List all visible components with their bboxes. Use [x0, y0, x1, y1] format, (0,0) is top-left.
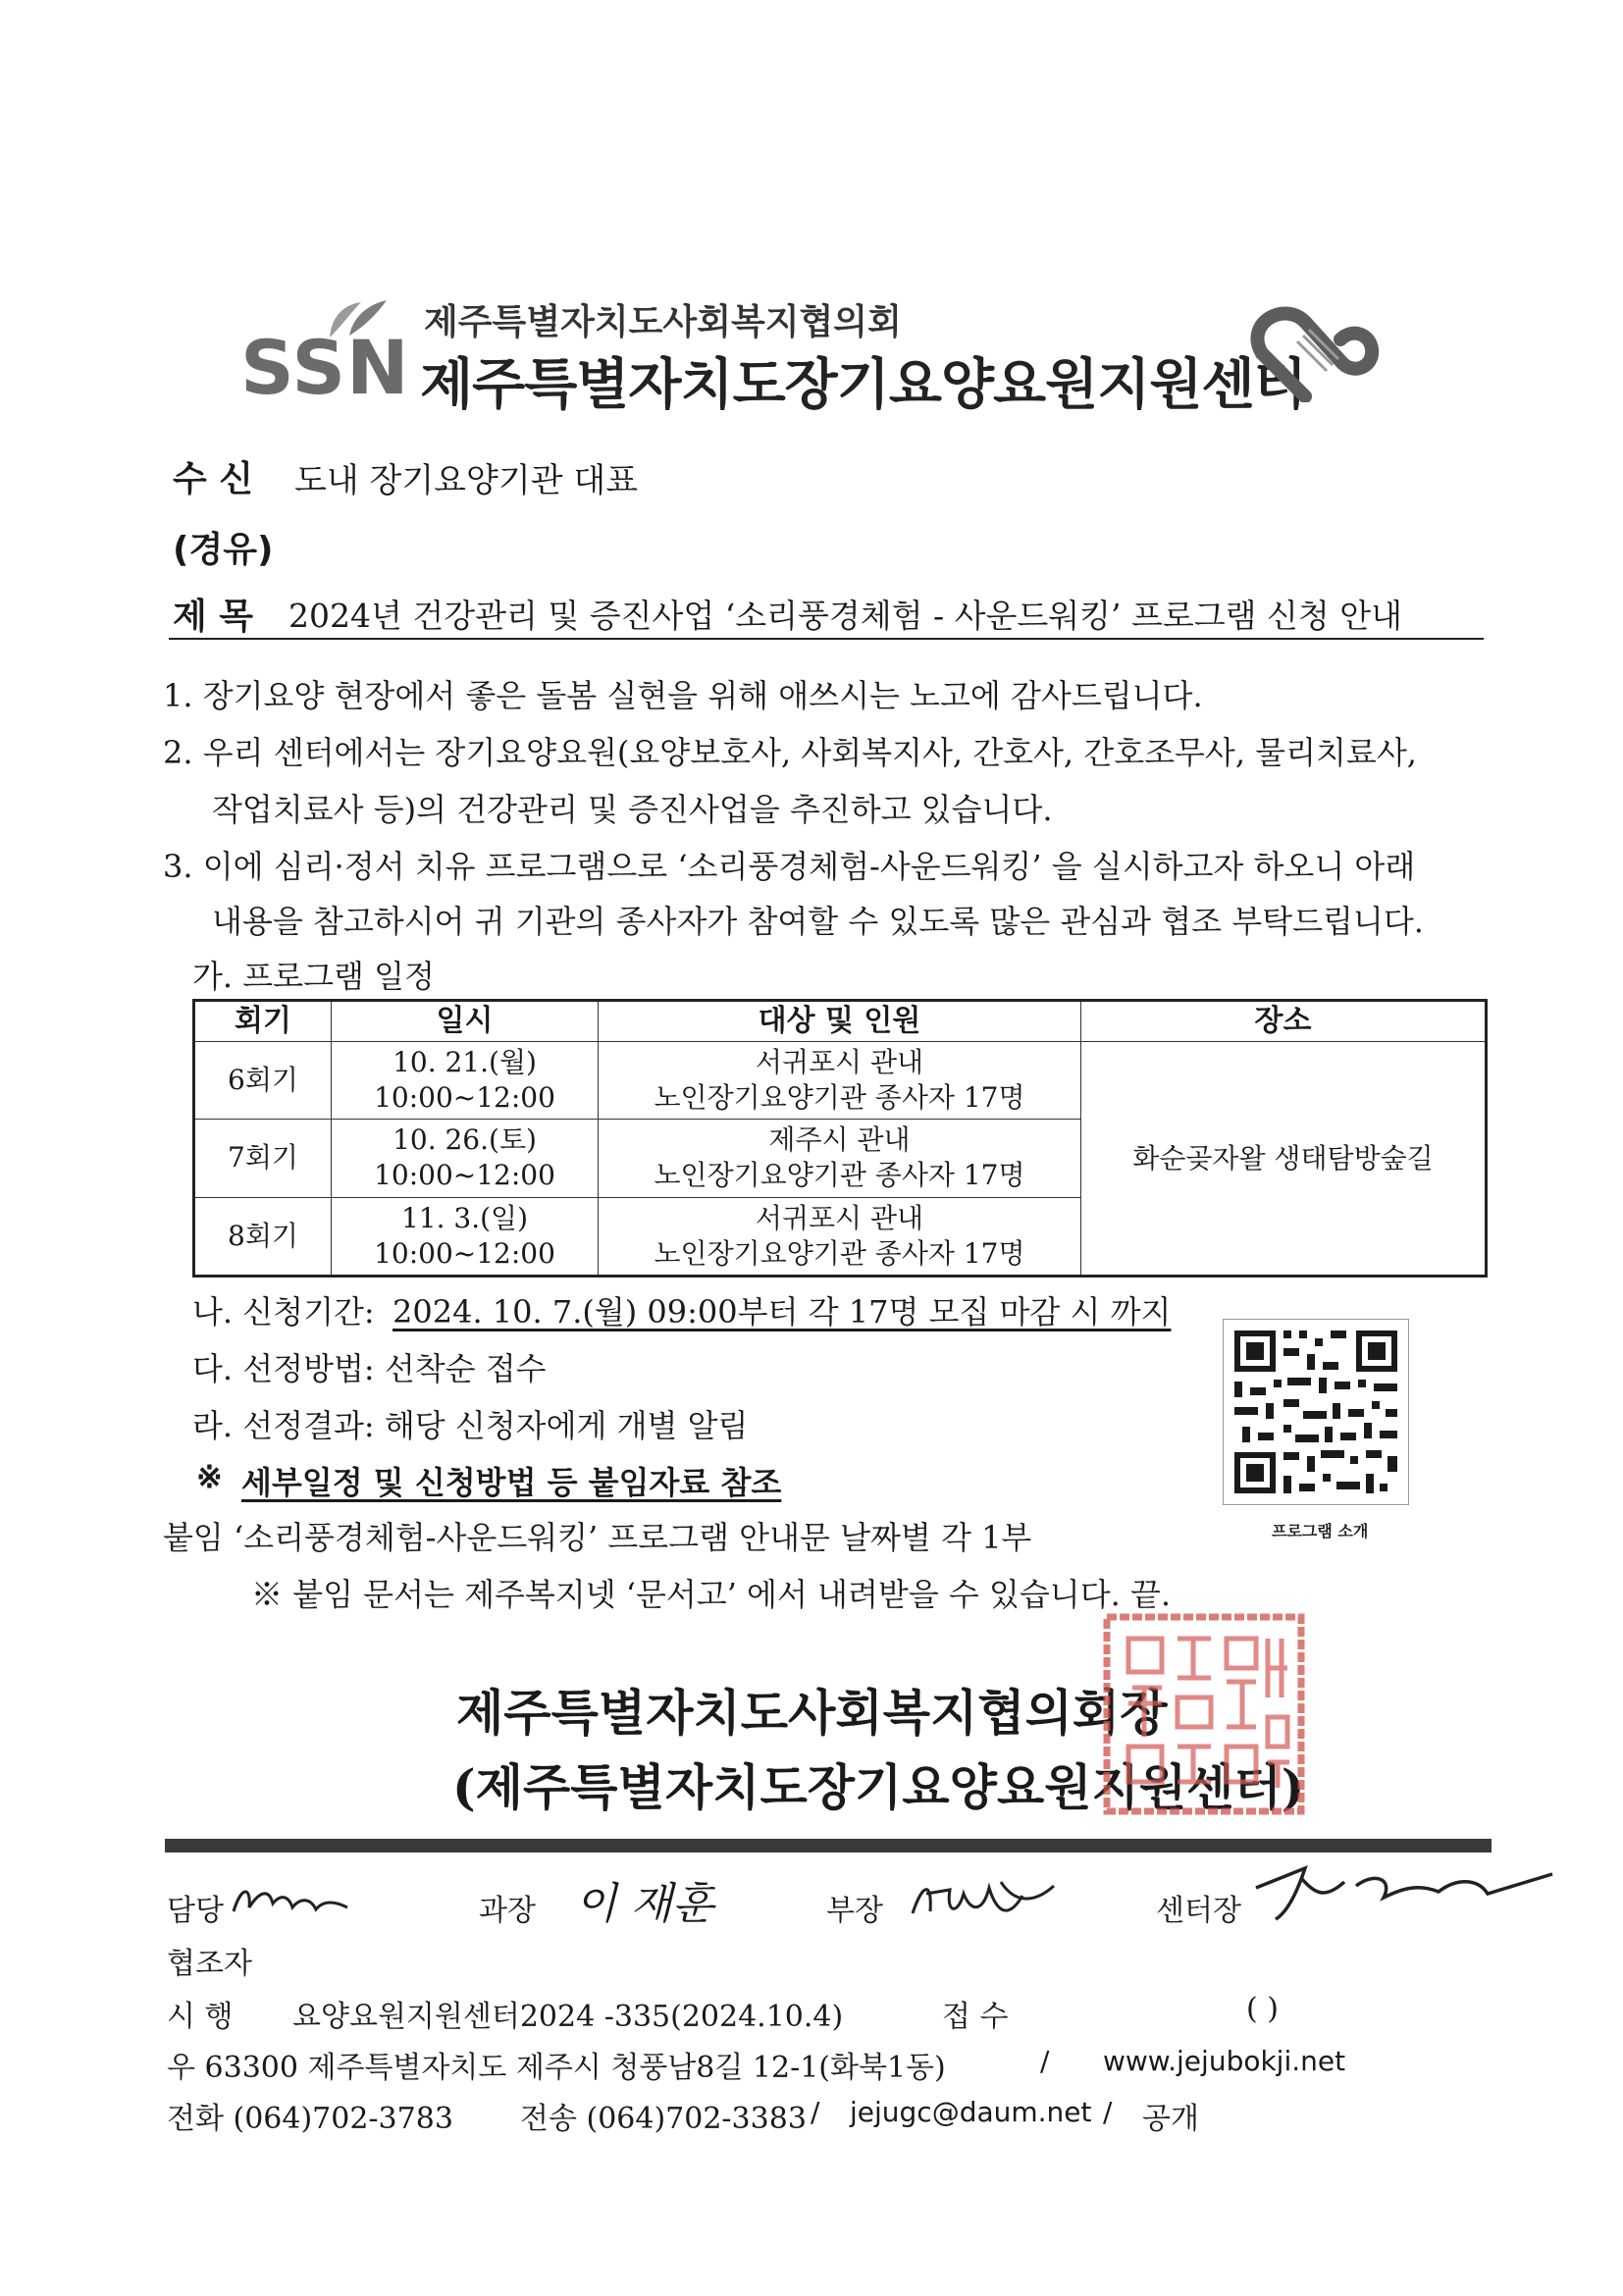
paragraph-3-line-2: 내용을 참고하시어 귀 기관의 종사자가 참여할 수 있도록 많은 관심과 협조 부탁드립니다.	[212, 903, 1424, 940]
fax-email-separator: /	[811, 2096, 820, 2128]
attachment-line: 붙임 ‘소리풍경체험-사운드워킹’ 프로그램 안내문 날짜별 각 1부	[163, 1519, 1032, 1556]
recipient-label: 수 신	[173, 459, 254, 499]
qr-caption: 프로그램 소개	[1272, 1522, 1369, 1540]
target-count-text: 노인장기요양기관 종사자 17명	[654, 1236, 1025, 1270]
date-text: 10. 26.(토)	[393, 1123, 537, 1157]
staff-signature-icon	[228, 1874, 355, 1927]
heart-logo-icon	[1244, 294, 1391, 402]
org-name: 제주특별자치도장기요양요원지원센터	[420, 353, 1306, 417]
dept-head-signature-icon	[907, 1864, 1064, 1933]
target-count-text: 노인장기요양기관 종사자 17명	[654, 1159, 1025, 1192]
center-head-signature-icon	[1246, 1849, 1560, 1927]
section-chief-label: 과장	[479, 1894, 536, 1928]
address-separator: /	[1040, 2045, 1050, 2077]
via-label: (경유)	[173, 530, 274, 570]
attachment-note: ※ 붙임 문서는 제주복지넷 ‘문서고’ 에서 내려받을 수 있습니다. 끝.	[251, 1576, 1172, 1613]
date-text: 10. 21.(월)	[393, 1046, 537, 1079]
disclosure-status: 공개	[1142, 2102, 1199, 2136]
phone-number: 전화 (064)702-3783	[167, 2102, 453, 2136]
ssn-logo: SSN	[240, 324, 410, 411]
target-count-text: 노인장기요양기관 종사자 17명	[654, 1081, 1025, 1115]
paragraph-2-line-2: 작업치료사 등)의 건강관리 및 증진사업을 추진하고 있습니다.	[212, 791, 1053, 828]
place-cell: 화순곶자왈 생태탐방숲길	[1081, 1042, 1487, 1277]
column-header-target: 대상 및 인원	[599, 1001, 1081, 1042]
sender-subtitle: (제주특별자치도장기요양요원지원센터)	[452, 1758, 1305, 1816]
official-seal-icon	[1099, 1609, 1309, 1819]
datetime-cell	[332, 1197, 599, 1276]
website-link[interactable]: www.jejubokji.net	[1103, 2045, 1346, 2077]
session-cell: 7회기	[194, 1120, 332, 1197]
time-text: 10:00~12:00	[374, 1236, 555, 1270]
selection-method: 다. 선정방법: 선착순 접수	[192, 1350, 547, 1387]
subject-label: 제 목	[173, 597, 254, 637]
period-label: 나. 신청기간:	[192, 1293, 375, 1331]
email-link[interactable]: jejugc@daum.net	[850, 2096, 1092, 2128]
column-header-place: 장소	[1081, 1001, 1487, 1042]
cooperator-label: 협조자	[167, 1947, 252, 1981]
org-parent-name: 제주특별자치도사회복지협의회	[424, 302, 902, 342]
recipient-value: 도내 장기요양기관 대표	[294, 461, 639, 500]
column-header-session: 회기	[194, 1001, 332, 1042]
column-header-datetime: 일시	[332, 1001, 599, 1042]
selection-result: 라. 선정결과: 해당 신청자에게 개별 알림	[192, 1407, 749, 1444]
paragraph-2-line-1: 2. 우리 센터에서는 장기요양요원(요양보호사, 사회복지사, 간호사, 간호조무사, 물리치료사,	[163, 734, 1417, 771]
datetime-cell	[332, 1120, 599, 1197]
target-area-text: 서귀포시 관내	[755, 1201, 924, 1234]
paragraph-3-line-1: 3. 이에 심리·정서 치유 프로그램으로 ‘소리풍경체험-사운드워킹’ 을 실시하고자 하오니 아래	[163, 848, 1416, 885]
schedule-table	[192, 999, 1488, 1278]
schedule-heading: 가. 프로그램 일정	[192, 958, 435, 995]
staff-label: 담당	[167, 1894, 224, 1928]
note-mark: ※	[196, 1458, 223, 1495]
time-text: 10:00~12:00	[374, 1081, 555, 1115]
address-text: 우 63300 제주특별자치도 제주시 청풍남8길 12-1(화북1동)	[167, 2051, 946, 2085]
sender-title: 제주특별자치도사회복지협의회장	[456, 1684, 1168, 1742]
target-cell	[599, 1042, 1081, 1120]
session-cell: 6회기	[194, 1042, 332, 1120]
paragraph-1: 1. 장기요양 현장에서 좋은 돌봄 실현을 위해 애쓰시는 노고에 감사드립니다.	[163, 677, 1203, 714]
period-value: 2024. 10. 7.(월) 09:00부터 각 17명 모집 마감 시 까지	[393, 1293, 1172, 1331]
enforcement-label: 시 행	[167, 2000, 234, 2034]
fax-number: 전송 (064)702-3383	[520, 2102, 807, 2136]
section-chief-signature: 이 재훈	[575, 1879, 714, 1929]
target-cell	[599, 1197, 1081, 1276]
table-row	[194, 1042, 1487, 1120]
receipt-value: ( )	[1246, 1992, 1279, 2026]
session-cell: 8회기	[194, 1197, 332, 1276]
time-text: 10:00~12:00	[374, 1159, 555, 1192]
note-text: 세부일정 및 신청방법 등 붙임자료 참조	[241, 1464, 782, 1501]
date-text: 11. 3.(일)	[400, 1201, 529, 1234]
center-head-label: 센터장	[1156, 1894, 1241, 1928]
target-cell	[599, 1120, 1081, 1197]
email-disclosure-separator: /	[1103, 2096, 1113, 2128]
dept-head-label: 부장	[826, 1894, 883, 1928]
table-header-row	[194, 1001, 1487, 1042]
target-area-text: 제주시 관내	[768, 1123, 911, 1157]
target-area-text: 서귀포시 관내	[755, 1046, 924, 1079]
qr-code-icon	[1223, 1319, 1409, 1505]
subject-value: 2024년 건강관리 및 증진사업 ‘소리풍경체험 - 사운드워킹’ 프로그램 신청 안내	[288, 597, 1402, 635]
datetime-cell	[332, 1042, 599, 1120]
receipt-label: 접 수	[942, 2000, 1009, 2034]
enforcement-value: 요양요원지원센터2024 -335(2024.10.4)	[292, 2000, 844, 2034]
subject-divider	[169, 638, 1484, 640]
